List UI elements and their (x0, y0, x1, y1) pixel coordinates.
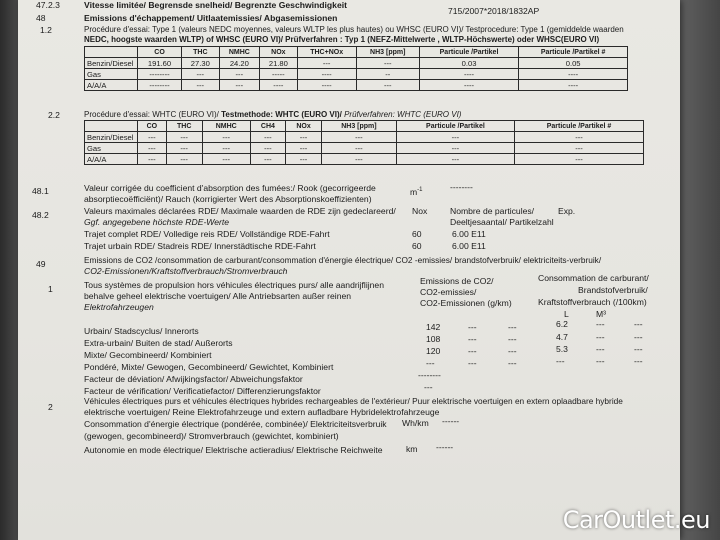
ev-consumption-unit: Wh/km (402, 418, 429, 428)
item-number: 2 (48, 402, 53, 412)
col-header: NH3 [ppm] (356, 47, 419, 58)
propulsion-line-1: Tous systèmes de propulsion hors véhicules électriques purs/ alle aandrijflijnen (84, 280, 384, 290)
placeholder-dash: --- (634, 319, 643, 329)
ev-consumption-label-2: (gewogen, gecombineerd)/ Stromverbrauch (gewichtet, kombiniert) (84, 431, 339, 441)
ev-line-2: elektrische voertuigen/ Reine Elektrofahrzeuge und extern aufladbare Hybridelektrofahrzeuge (84, 407, 440, 417)
test-procedure-line-2: NEDC, hoogste waarden WLTP) of WHSC (EURO VI)/ Prüfverfahren : Typ 1 (NEFZ-Mittelwerte , WLTP-Höchswerte) oder WHSC(EURO VI) (84, 35, 600, 44)
extra-urban-liters: 4.7 (556, 332, 568, 342)
item-number: 48.1 (32, 186, 49, 196)
urban-co2: 142 (426, 322, 441, 332)
extra-urban-label: Extra-urbain/ Buiten de stad/ Außerorts (84, 338, 233, 348)
ev-line-1: Véhicules électriques purs et véhicules électriques hybrides rechargeables de l'extérieur/ Puur elektrische voertuigen en extern oplaadbare hybride (84, 396, 623, 406)
item-number: 2.2 (48, 110, 60, 120)
nox-label: Nox (412, 206, 428, 216)
propulsion-line-3: Elektrofahrzeugen (84, 302, 154, 312)
placeholder-dash: --- (468, 358, 477, 368)
col-header: Particule /Partikel # (519, 47, 628, 58)
fuel-col-header-1: Consommation de carburant/ (538, 273, 649, 283)
placeholder-dash: --- (596, 344, 605, 354)
placeholder-dash: --- (596, 332, 605, 342)
rde-line-2: Ggf. angegebene höchste RDE-Werte (84, 217, 230, 227)
placeholder-dash: --- (596, 356, 605, 366)
rde-urban-nox: 60 (412, 241, 422, 251)
placeholder-dash: --- (508, 334, 517, 344)
particles-label-2: Deeltjesaantal/ Partikelzahl (450, 217, 554, 227)
ev-range-label: Autonomie en mode électrique/ Elektrische actieradius/ Elektrische Reichweite (84, 445, 383, 455)
rde-urban-trip: Trajet urbain RDE/ Stadreis RDE/ Innerstädtische RDE-Fahrt (84, 241, 316, 251)
watermark-logo: CarOutlet.eu (562, 506, 710, 534)
fuel-col-header-2: Brandstofverbruik/ (578, 285, 648, 295)
table-row: Benzin/Diesel --- --- --- --- --- --- --- --- (85, 132, 644, 143)
combined-liters: 5.3 (556, 344, 568, 354)
smoke-line-2: absorptiecoëfficiënt)/ Rauch (korrigierter Wert des Absorptionskoeffizienten) (84, 194, 372, 204)
co2-col-header-1: Emissions de CO2/ (420, 276, 494, 286)
item-number: 47.2.3 (36, 0, 60, 10)
item-number: 1.2 (40, 25, 52, 35)
test-procedure-line-1: Procédure d'essai: Type 1 (valeurs NEDC moyennes, valeurs WLTP les plus hautes) ou WHSC (EURO VI)/ Testprocedure: Type 1 (gemiddelde waarden (84, 25, 624, 34)
urban-liters: 6.2 (556, 319, 568, 329)
fuel-col-header-3: Kraftstoffverbrauch (/100km) (538, 297, 647, 307)
rde-urban-particles: 6.00 E11 (452, 241, 486, 251)
exhaust-emissions-heading: Emissions d'échappement/ Uitlaatemissies/ Abgasemissionen (84, 13, 338, 23)
placeholder-dash: --- (468, 346, 477, 356)
col-header: THC+NOx (297, 47, 356, 58)
ev-range-unit: km (406, 444, 418, 454)
placeholder-dash: --- (508, 358, 517, 368)
deviation-factor-label: Facteur de déviation/ Afwijkingsfactor/ Abweichungsfaktor (84, 374, 303, 384)
verification-factor-value: --- (424, 382, 433, 392)
approval-number: 715/2007*2018/1832AP (448, 6, 540, 16)
co2-heading-1: Emissions de CO2 /consommation de carburant/consommation d'énergie électrique/ CO2 -emissies/ brandstofverbruik/ elektriciteits-verbruik/ (84, 255, 602, 265)
item-number: 49 (36, 259, 46, 269)
ev-consumption-value: ------ (442, 416, 460, 426)
col-header: NMHC (219, 47, 260, 58)
placeholder-dash: --- (634, 344, 643, 354)
table-row: Gas -------- --- --- ----- ---- -- ---- ---- (85, 69, 628, 80)
unit-liters: L (564, 309, 569, 319)
whtc-heading: Procédure d'essai: WHTC (EURO VI)/ Testmethode: WHTC (EURO VI)/ Prüfverfahren: WHTC (EURO VI) (84, 110, 462, 119)
col-header: Particule /Partikel (419, 47, 519, 58)
rde-complete-trip: Trajet complet RDE/ Volledige reis RDE/ Vollständige RDE-Fahrt (84, 229, 330, 239)
co2-heading-2: CO2-Emissionen/Kraftstoffverbrauch/Stromverbrauch (84, 266, 288, 276)
placeholder-dash: --- (508, 346, 517, 356)
placeholder-dash: --- (468, 322, 477, 332)
smoke-line-1: Valeur corrigée du coefficient d'absorption des fumées:/ Rook (gecorrigeerde (84, 183, 376, 193)
table-row: A/A/A -------- --- --- ---- ---- --- ---- ---- (85, 80, 628, 91)
propulsion-line-2: behalve geheel elektrische voertuigen/ Alle Antriebsarten außer reinen (84, 291, 352, 301)
item-number: 1 (48, 284, 53, 294)
placeholder-dash: --- (468, 334, 477, 344)
ev-range-value: ------ (436, 442, 454, 452)
rde-complete-particles: 6.00 E11 (452, 229, 486, 239)
speed-limit-line: Vitesse limitée/ Begrensde snelheid/ Begrenzte Geschwindigkeit (84, 0, 347, 10)
item-number: 48.2 (32, 210, 49, 220)
col-header: CO (138, 47, 182, 58)
col-header: NOx (260, 47, 297, 58)
smoke-value: -------- (450, 182, 473, 192)
smoke-unit: $m^{-1}$ (410, 186, 423, 197)
document-page (18, 0, 680, 540)
emissions-table-whtc: CO THC NMHC CH4 NOx NH3 [ppm] Particule /Partikel Particule /Partikel # Benzin/Diesel --- --- --- --- --- --- --- --- Gas --- --- --- --- --- --- --- --- A/A/A --- --- --- --- --- --- --- --- (84, 120, 644, 165)
combined-co2: 120 (426, 346, 441, 356)
ev-consumption-label: Consommation d'énergie électrique (pondérée, combinée)/ Elektriciteitsverbruik (84, 419, 387, 429)
placeholder-dash: --- (634, 332, 643, 342)
rde-line-1: Valeurs maximales déclarées RDE/ Maximale waarden de RDE zijn gedeclareerd/ (84, 206, 396, 216)
placeholder-dash: --- (426, 358, 435, 368)
table-row: A/A/A --- --- --- --- --- --- --- --- (85, 154, 644, 165)
exp-label: Exp. (558, 206, 576, 216)
co2-col-header-2: CO2-emissies/ (420, 287, 477, 297)
combined-label: Mixte/ Gecombineerd/ Kombiniert (84, 350, 212, 360)
emissions-table-type1 (84, 46, 628, 91)
placeholder-dash: --- (508, 322, 517, 332)
weighted-label: Pondéré, Mixte/ Gewogen, Gecombineerd/ Gewichtet, Kombiniert (84, 362, 334, 372)
urban-label: Urbain/ Stadscyclus/ Innerorts (84, 326, 199, 336)
table-row: Benzin/Diesel 191.60 27.30 24.20 21.80 --- --- 0.03 0.05 (85, 58, 628, 69)
placeholder-dash: --- (634, 356, 643, 366)
placeholder-dash: --- (596, 319, 605, 329)
col-header: THC (182, 47, 219, 58)
placeholder-dash: --- (556, 356, 565, 366)
particles-label: Nombre de particules/ (450, 206, 535, 216)
co2-col-header-3: CO2-Emissionen (g/km) (420, 298, 512, 308)
unit-m3: M³ (596, 309, 607, 319)
extra-urban-co2: 108 (426, 334, 441, 344)
rde-complete-nox: 60 (412, 229, 422, 239)
item-number: 48 (36, 13, 46, 23)
table-row: Gas --- --- --- --- --- --- --- --- (85, 143, 644, 154)
verification-factor-label: Facteur de vérification/ Verificatiefactor/ Differenzierungsfaktor (84, 386, 321, 396)
deviation-factor-value: -------- (418, 370, 441, 380)
